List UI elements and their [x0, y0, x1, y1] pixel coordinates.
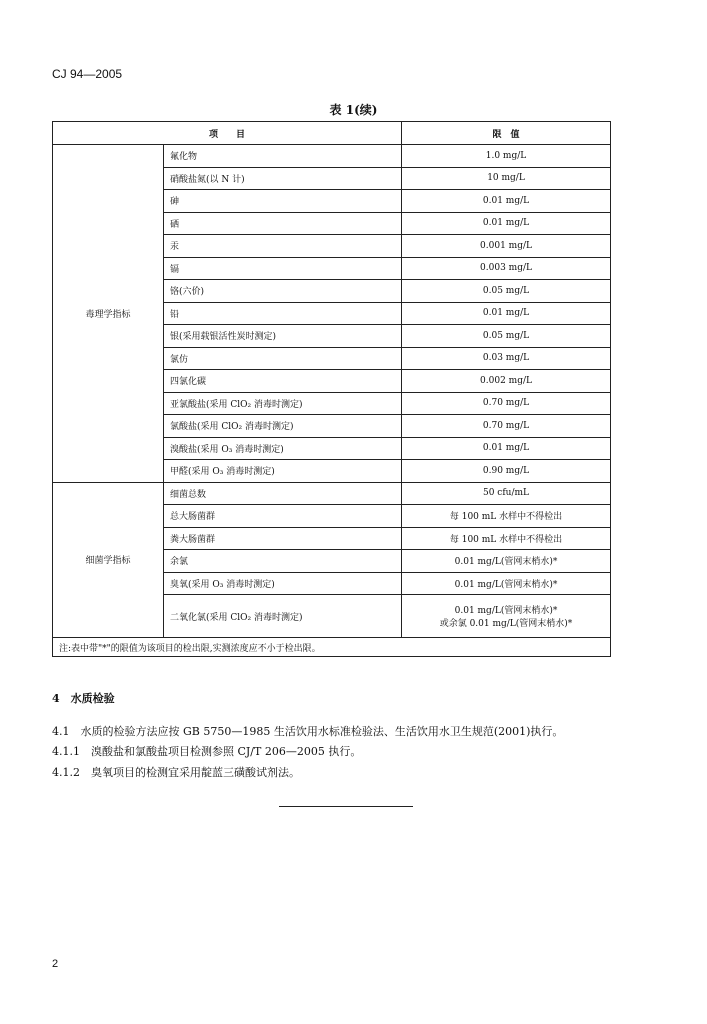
limit-cell: 0.01 mg/L — [402, 437, 611, 460]
limit-cell: 0.001 mg/L — [402, 235, 611, 258]
limit-cell: 50 cfu/mL — [402, 482, 611, 505]
category-cell: 毒理学指标 — [53, 145, 164, 483]
item-cell: 砷 — [164, 190, 402, 213]
limit-cell: 0.90 mg/L — [402, 460, 611, 483]
item-cell: 氯酸盐(采用 ClO₂ 消毒时测定) — [164, 415, 402, 438]
limit-cell — [402, 595, 611, 638]
limit-line-alt: 或余氯 0.01 mg/L(管网末梢水)* — [439, 619, 573, 629]
limit-cell: 0.01 mg/L(管网末梢水)* — [402, 572, 611, 595]
limit-cell: 0.70 mg/L — [402, 415, 611, 438]
limit-line: 0.01 mg/L(管网末梢水)* — [454, 606, 558, 616]
limit-cell: 10 mg/L — [402, 167, 611, 190]
end-rule — [279, 806, 413, 807]
limit-cell: 0.01 mg/L — [402, 212, 611, 235]
limit-cell: 0.003 mg/L — [402, 257, 611, 280]
category-cell: 细菌学指标 — [53, 482, 164, 638]
limit-cell: 0.05 mg/L — [402, 325, 611, 348]
limit-cell: 每 100 mL 水样中不得检出 — [402, 527, 611, 550]
item-cell: 总大肠菌群 — [164, 505, 402, 528]
limit-cell: 0.03 mg/L — [402, 347, 611, 370]
document-header: CJ 94—2005 — [52, 67, 123, 81]
table-row — [53, 145, 611, 168]
water-quality-table — [52, 121, 611, 657]
limit-cell: 0.01 mg/L — [402, 190, 611, 213]
limit-cell: 0.002 mg/L — [402, 370, 611, 393]
item-cell: 汞 — [164, 235, 402, 258]
clause-4-1-1: 4.1.1 溴酸盐和氯酸盐项目检测参照 CJ/T 206—2005 执行。 — [52, 745, 362, 758]
item-cell: 铅 — [164, 302, 402, 325]
item-cell: 四氯化碳 — [164, 370, 402, 393]
item-cell: 亚氯酸盐(采用 ClO₂ 消毒时测定) — [164, 392, 402, 415]
clause-4-1: 4.1 水质的检验方法应按 GB 5750—1985 生活饮用水标准检验法、生活饮用水卫生规范(2001)执行。 — [52, 725, 564, 738]
limit-cell: 0.01 mg/L — [402, 302, 611, 325]
item-cell: 氟化物 — [164, 145, 402, 168]
limit-cell: 1.0 mg/L — [402, 145, 611, 168]
item-cell: 臭氧(采用 O₃ 消毒时测定) — [164, 572, 402, 595]
item-cell: 粪大肠菌群 — [164, 527, 402, 550]
limit-cell: 每 100 mL 水样中不得检出 — [402, 505, 611, 528]
item-cell: 硝酸盐氮(以 N 计) — [164, 167, 402, 190]
column-header-item: 项 目 — [53, 122, 402, 145]
item-cell: 镉 — [164, 257, 402, 280]
limit-cell: 0.05 mg/L — [402, 280, 611, 303]
clause-4-1-2: 4.1.2 臭氧项目的检测宜采用靛蓝三磺酸试剂法。 — [52, 766, 300, 779]
item-cell: 二氧化氯(采用 ClO₂ 消毒时测定) — [164, 595, 402, 638]
item-cell: 铬(六价) — [164, 280, 402, 303]
item-cell: 甲醛(采用 O₃ 消毒时测定) — [164, 460, 402, 483]
section-heading: 4 水质检验 — [52, 692, 115, 705]
item-cell: 银(采用载银活性炭时测定) — [164, 325, 402, 348]
table-row — [53, 482, 611, 505]
limit-cell: 0.01 mg/L(管网末梢水)* — [402, 550, 611, 573]
item-cell: 硒 — [164, 212, 402, 235]
column-header-limit: 限 值 — [402, 122, 611, 145]
item-cell: 溴酸盐(采用 O₃ 消毒时测定) — [164, 437, 402, 460]
item-cell: 氯仿 — [164, 347, 402, 370]
table-title: 表 1(续) — [329, 103, 378, 117]
page-number: 2 — [52, 958, 59, 970]
table-header-row — [53, 122, 611, 145]
limit-cell: 0.70 mg/L — [402, 392, 611, 415]
table-note: 注:表中带"*"的限值为该项目的检出限,实测浓度应不小于检出限。 — [53, 638, 611, 657]
item-cell: 余氯 — [164, 550, 402, 573]
table-note-row — [53, 638, 611, 657]
item-cell: 细菌总数 — [164, 482, 402, 505]
